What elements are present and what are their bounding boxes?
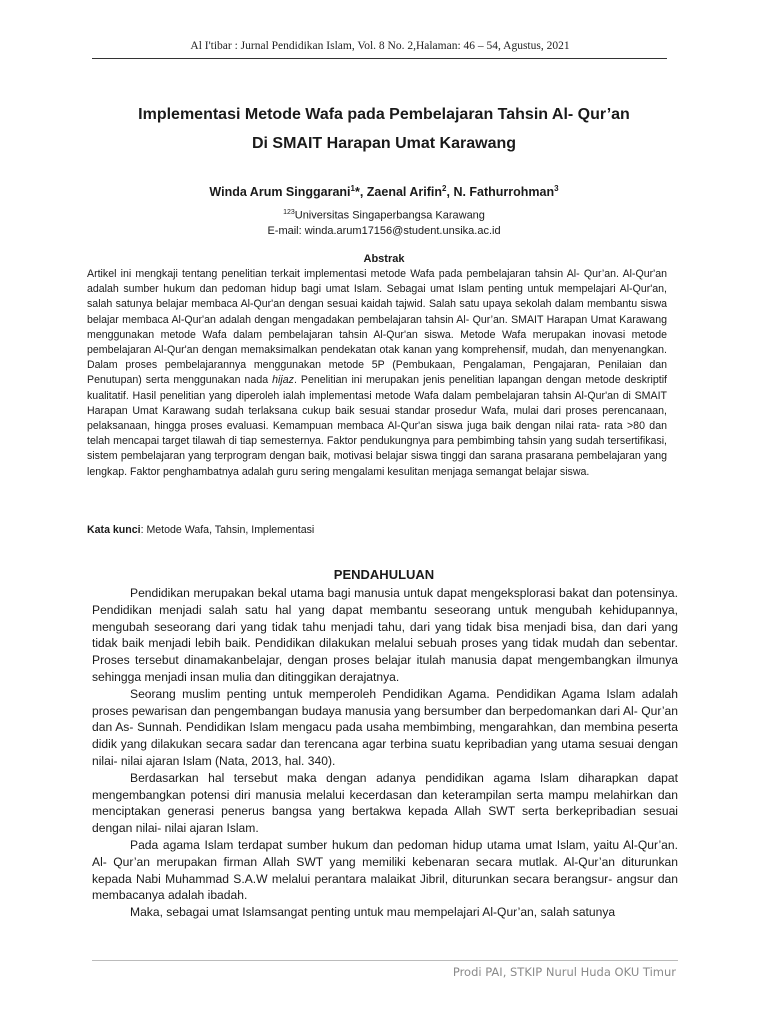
footer-rule [92, 960, 678, 961]
header-rule [92, 58, 667, 59]
author-list [80, 184, 688, 199]
affiliation [80, 209, 688, 222]
running-head: Al I'tibar : Jurnal Pendidikan Islam, Vol. 8 No. 2,Halaman: 46 – 54, Agustus, 2021 [190, 40, 570, 52]
abstract-italic-term: hijaz [272, 374, 294, 387]
abstract-text-part: Artikel ini mengkaji tentang penelitian terkait implementasi metode Wafa pada pembelajaran tahsin Al- Qur’an. Al-Qur'an adalah sumber hukum dan pedoman hidup bagi umat Islam. Sebagai umat Islam penting untuk mempelajari Al-Qur'an, salah satunya belajar membaca Al-Qur'an dengan sesuai kaidah tajwid. Salah satu upaya sekolah dalam membantu siswa belajar membaca Al-Qur'an adalah dengan mengadakan pembelajaran tahsin Al- Qur’an. SMAIT Harapan Umat Karawang menggunakan metode Wafa dalam pembelajaran tahsin Al-Qur'an siswa. Metode Wafa merupakan inovasi metode pembelajaran Al-Qur'an dengan memaksimalkan pendekatan otak kanan yang komprehensif, mudah, dan menyenangkan. Dalam proses pembelajarannya menggunakan metode 5P (Pembukaan, Pengalaman, Pengajaran, Penilaian dan Penutupan) serta menggunakan nada [87, 268, 667, 387]
author-separator: , [446, 185, 454, 200]
author-name: Zaenal Arifin [366, 185, 443, 200]
author-affiliation-mark: 1 [350, 184, 355, 193]
author-affiliation-mark: 3 [554, 184, 559, 193]
body-paragraph: Pendidikan merupakan bekal utama bagi manusia untuk dapat mengeksplorasi bakat dan potensinya. Pendidikan menjadi salah satu hal yang dapat membantu seseorang untuk mengubah kehidupannya, mengubah seseorang dari yang tidak tahu menjadi tahu, dari yang tidak bisa menjadi bisa, dan dari yang tidak baik menjadi lebih baik. Pendidikan dilakukan melalui sebuah proses yang tidak mudah dan sebentar. Proses tersebut dinamakanbelajar, dengan proses belajar itulah manusia dapat mengembangkan ilmunya sehingga menjadi insan mulia dan ditinggikan derajatnya. [92, 586, 678, 684]
body-paragraph: Maka, sebagai umat Islamsangat penting untuk mau mempelajari Al-Qur’an, salah satunya [130, 905, 616, 920]
author-name: N. Fathurrohman [453, 185, 555, 200]
affiliation-mark: 123 [283, 209, 295, 216]
abstract-text-part: . Penelitian ini merupakan jenis penelitian lapangan dengan metode deskriptif kualitatif. Hasil penelitian yang diperoleh ialah implementasi metode Wafa dalam pembelajaran tahsin Al-Qur'an di SMAIT Harapan Umat Karawang sudah terlaksana cukup baik sesuai standar prosedur Wafa, mulai dari proses perencanaan, pelaksanaan, hingga proses evaluasi. Kemampuan membaca Al-Qur'an siswa juga baik dengan nilai rata- rata >80 dan telah mencapai target tilawah di tiap semesternya. Faktor pendukungnya para pembimbing tahsin yang sudah tersertifikasi, sistem pembelajaran yang terprogram dengan baik, motivasi belajar siswa tinggi dan sarana prasarana pembelajaran yang lengkap. Faktor penghambatnya adalah guru sering mengalami kesulitan menjaga semangat belajar siswa. [87, 374, 668, 478]
body-paragraph: Pada agama Islam terdapat sumber hukum dan pedoman hidup utama umat Islam, yaitu Al-Qur’an. Al- Qur’an merupakan firman Allah SWT yang memiliki kebenaran secara mutlak. Al-Qur’an diturunkan kepada Nabi Muhammad S.A.W melalui perantara malaikat Jibril, diturunkan secara berangsur- angsur dan membacanya adalah ibadah. [92, 837, 678, 903]
section-heading: PENDAHULUAN [333, 567, 435, 582]
paper-title-line-2: Di SMAIT Harapan Umat Karawang [251, 135, 517, 152]
corresponding-mark: *, [354, 185, 367, 200]
author-affiliation-mark: 2 [442, 184, 447, 193]
affiliation-text: Universitas Singaperbangsa Karawang [294, 209, 485, 222]
abstract-text [87, 267, 667, 480]
paper-title-line-1: Implementasi Metode Wafa pada Pembelajaran Tahsin Al- Qur’an [138, 106, 630, 123]
page-footer: Prodi PAI, STKIP Nurul Huda OKU Timur [452, 965, 676, 979]
author-name: Winda Arum Singgarani [209, 185, 351, 200]
abstract-heading: Abstrak [363, 253, 405, 265]
author-email: E-mail: winda.arum17156@student.unsika.ac.id [267, 225, 501, 237]
keywords [87, 524, 667, 536]
keywords-label: Kata kunci [87, 524, 141, 536]
body-paragraph: Seorang muslim penting untuk memperoleh Pendidikan Agama. Pendidikan Agama Islam adalah proses pewarisan dan pengembangan budaya manusia yang bersumber dan berpedomankan dari Al- Qur’an dan As- Sunnah. Pendidikan Islam mengacu pada usaha membimbing, mengarahkan, dan membina peserta didik yang dilakukan secara sadar dan terencana agar terbina suatu kepribadian yang utama sesuai dengan nilai- nilai ajaran Islam (Nata, 2013, hal. 340). [92, 686, 678, 768]
body-paragraph: Berdasarkan hal tersebut maka dengan adanya pendidikan agama Islam diharapkan dapat mengembangkan potensi diri manusia melalui kecerdasan dan keterampilan serta mampu melahirkan dan menciptakan generasi penerus bangsa yang bertakwa kepada Allah SWT serta berkepribadian sesuai dengan nilai- nilai ajaran Islam. [92, 770, 678, 836]
section-body [92, 585, 678, 921]
keywords-text: : Metode Wafa, Tahsin, Implementasi [140, 524, 315, 536]
